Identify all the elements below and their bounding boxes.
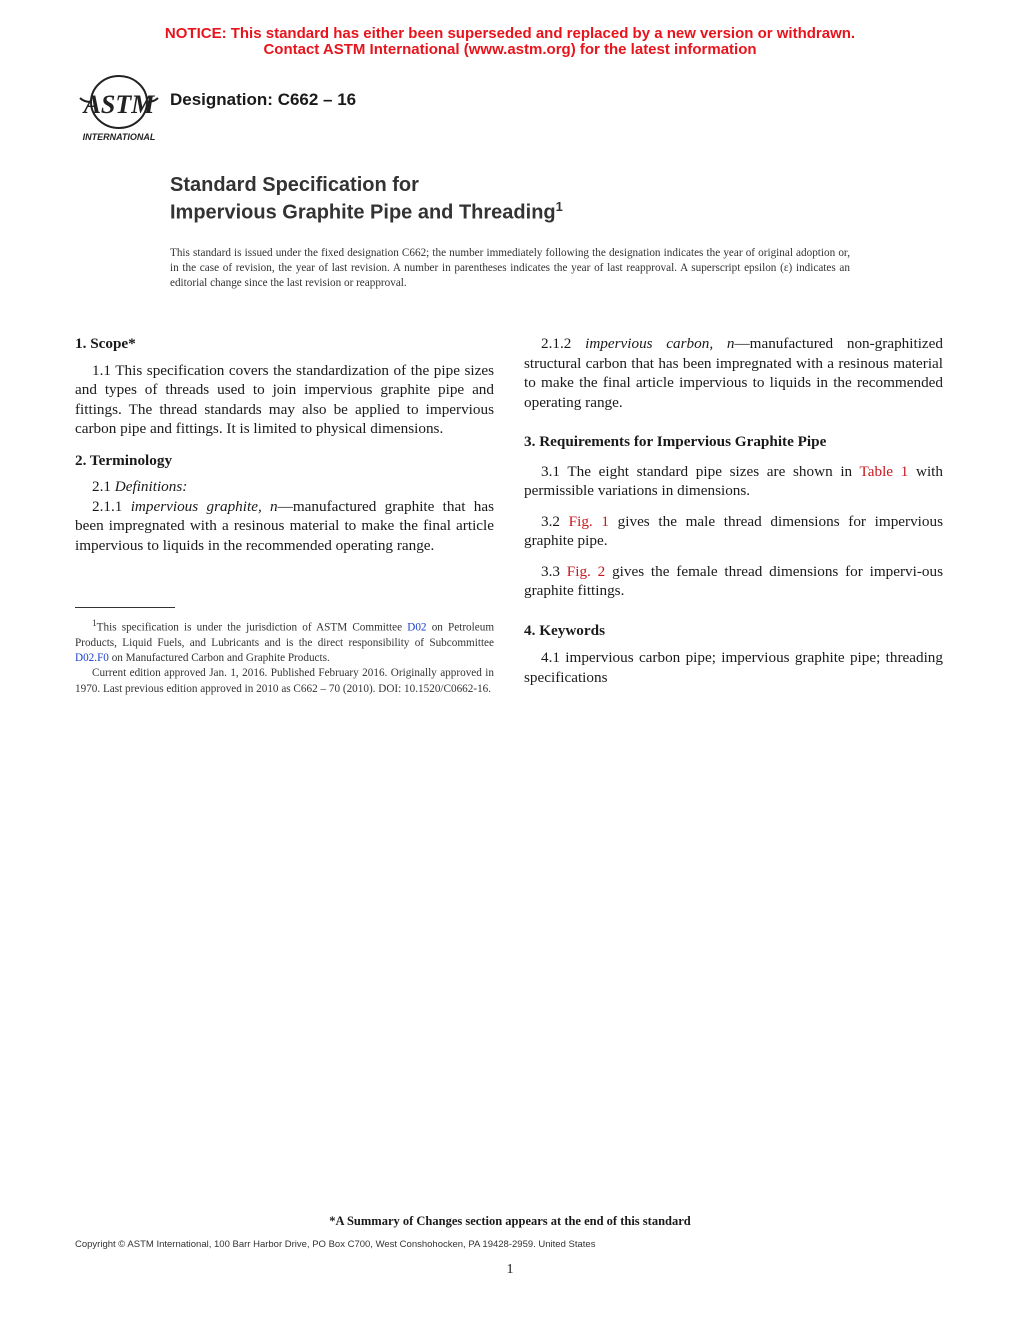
notice-banner	[0, 26, 1020, 58]
left-column	[75, 334, 494, 555]
footnote-rule	[75, 607, 175, 608]
para-3-1: 3.1 The eight standard pipe sizes are shown in Table 1 with permissible variations in dimensions.	[524, 462, 943, 499]
title-line-2	[170, 199, 563, 225]
subcommittee-link[interactable]: D02.F0	[75, 652, 109, 665]
footnote	[75, 617, 494, 697]
para-2-1: 2.1 Definitions:	[92, 478, 188, 495]
para-4-1: 4.1 impervious carbon pipe; impervious graphite pipe; threading specifications	[524, 649, 943, 686]
right-column	[524, 334, 943, 687]
section-3-heading: 3. Requirements for Impervious Graphite Pipe	[524, 433, 827, 450]
para-1-1: 1.1 This specification covers the standardization of the pipe sizes and types of threads used to join impervious graphite pipe and fittings. The thread standards may also be applied to impervious carbon pipe and fittings. It is limited to physical dimensions.	[75, 361, 494, 437]
logo-subtext: INTERNATIONAL	[82, 132, 156, 142]
para-3-2: 3.2 Fig. 1 gives the male thread dimensions for impervious graphite pipe.	[524, 512, 943, 549]
title-line-1: Standard Specification for	[170, 174, 419, 196]
summary-note: *A Summary of Changes section appears at the end of this standard	[329, 1214, 691, 1228]
logo-text: ASTM	[83, 90, 155, 119]
title-main: Impervious Graphite Pipe and Threading	[170, 201, 556, 224]
fig-1-link[interactable]: Fig. 1	[568, 512, 609, 530]
footnote-edition: Current edition approved Jan. 1, 2016. Published February 2016. Originally approved in 1970. Last previous edition approved in 2010 as C662 – 70 (2010). DOI: 10.1520/C0662-16.	[75, 667, 494, 695]
title-footnote-marker: 1	[555, 199, 563, 214]
table-1-link[interactable]: Table 1	[859, 462, 909, 480]
section-4-heading: 4. Keywords	[524, 621, 605, 639]
para-3-3: 3.3 Fig. 2 gives the female thread dimensions for impervi-ous graphite fittings.	[524, 562, 944, 599]
astm-logo	[74, 72, 164, 144]
footnote-1: $^1$This specification is under the jurisdiction of ASTM Committee D02 on Petroleum Products, Liquid Fuels, and Lubricants and is the direct responsibility of Subcommittee D02.F0 on Manufactured Carbon and Graphite Products.	[75, 619, 495, 665]
page-number: 1	[506, 1262, 514, 1277]
copyright: Copyright © ASTM International, 100 Barr Harbor Drive, PO Box C700, West Conshohocken, PA 19428-2959. United States	[75, 1239, 596, 1250]
issued-note: This standard is issued under the fixed designation C662; the number immediately following the designation indicates the year of original adoption or, in the case of revision, the year of last revision. A number in parentheses indicates the year of last reapproval. A superscript epsilon (ε) indicates an editorial change since the last revision or reapproval.	[170, 247, 850, 289]
para-2-1-2: 2.1.2 impervious carbon, n—manufactured non-graphitized structural carbon that has been impregnated with a resinous material to make the final article impervious to liquids in the recommended operating range.	[524, 335, 943, 411]
designation-value: C662 – 16	[277, 90, 357, 109]
notice-line-1: NOTICE: This standard has either been superseded and replaced by a new version or withdrawn.	[164, 25, 856, 42]
section-2-heading: 2. Terminology	[75, 451, 173, 469]
designation	[170, 90, 356, 110]
designation-label: Designation:	[170, 90, 273, 109]
section-1-heading: 1. Scope*	[75, 335, 136, 352]
notice-line-2: Contact ASTM International (www.astm.org) for the latest information	[263, 41, 757, 58]
fig-2-link[interactable]: Fig. 2	[566, 562, 606, 580]
para-2-1-1: 2.1.1 impervious graphite, n—manufactured graphite that has been impregnated with a resinous material to make the final article impervious to liquids in the recommended operating range.	[75, 497, 494, 554]
committee-link[interactable]: D02	[407, 621, 427, 634]
